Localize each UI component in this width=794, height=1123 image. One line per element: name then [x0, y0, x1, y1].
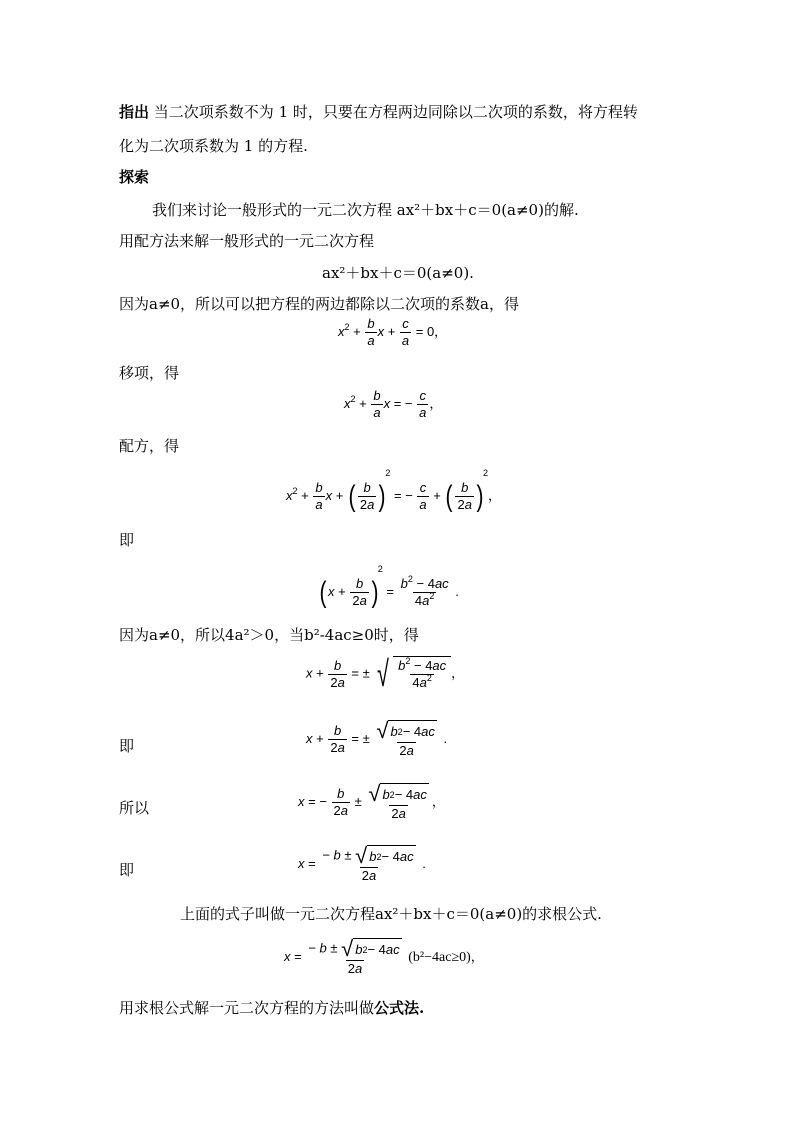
- explore-heading: 探索: [119, 168, 150, 186]
- hint-text-line1: 当二次项系数不为 1 时，只要在方程两边同除以二次项的系数，将方程转: [153, 103, 638, 121]
- equation-quadratic-formula: x = − b ± √ b 2 − 4 ac 2a .: [298, 843, 426, 883]
- ie-label-1: 即: [119, 531, 135, 549]
- equation-simplified-root: x + $\frac{b}{2a}$ = ± √ b 2 − 4 ac 2a .: [306, 718, 448, 758]
- equation-square-form: ( x + $\frac{b}{2a}$ )$^2$ = $\frac{b^2 - 4ac}{4a^2}$ .: [319, 564, 459, 609]
- formula-condition: (b²−4ac≥0): [408, 949, 471, 965]
- hint-paragraph-line1: [119, 101, 638, 122]
- equation-divided: $x^2$ + $\frac{b}{a}$ x + $\frac{c}{a}$ = 0，: [338, 316, 448, 348]
- transpose-label: 移项，得: [119, 364, 180, 382]
- equation-transposed: $x^2$ + $\frac{b}{a}$ x = − $\frac{c}{a}$ ，: [344, 388, 443, 420]
- formula-sentence: 上面的式子叫做一元二次方程ax²＋bx＋c＝0(a≠0)的求根公式.: [180, 905, 602, 923]
- equation-x-expanded: x = − $\frac{b}{2a}$ ± √ b 2 − 4 ac 2a ，: [298, 781, 445, 821]
- ie-label-2: 即: [119, 737, 135, 755]
- condition-sentence: 因为a≠0，所以4a²＞0，当b²-4ac≥0时，得: [119, 626, 419, 644]
- hint-label: 指出: [119, 103, 150, 121]
- intro-sentence: 我们来讨论一般形式的一元二次方程 ax²＋bx＋c＝0(a≠0)的解.: [152, 201, 579, 219]
- equation-sqrt-both-sides: x + $\frac{b}{2a}$ = ± √ $\frac{b^2 - 4ac}{4a^2}$ ，: [306, 653, 465, 694]
- ie-label-3: 即: [119, 861, 135, 879]
- therefore-label: 所以: [119, 799, 150, 817]
- general-equation: ax²＋bx＋c＝0(a≠0).: [322, 264, 474, 282]
- equation-final-formula: x = − b ± √ b 2 − 4 ac 2a (b²−4ac≥0)，: [284, 936, 484, 976]
- conclusion-text: 用求根公式解一元二次方程的方法叫做: [119, 999, 375, 1017]
- equation-completed-square: $x^2$ + $\frac{b}{a}$ x + ( $\frac{b}{2a}$ )$^2$ = − $\frac{c}{a}$ + ( $\frac{b}{2a}$ )$^2$，: [286, 468, 501, 513]
- method-sentence: 用配方法来解一般形式的一元二次方程: [119, 232, 375, 250]
- conclusion-sentence: [119, 997, 424, 1018]
- complete-square-label: 配方，得: [119, 437, 180, 455]
- divide-sentence: 因为a≠0，所以可以把方程的两边都除以二次项的系数a，得: [119, 295, 520, 313]
- conclusion-term: 公式法.: [374, 999, 425, 1017]
- hint-paragraph-line2: 化为二次项系数为 1 的方程.: [119, 137, 308, 155]
